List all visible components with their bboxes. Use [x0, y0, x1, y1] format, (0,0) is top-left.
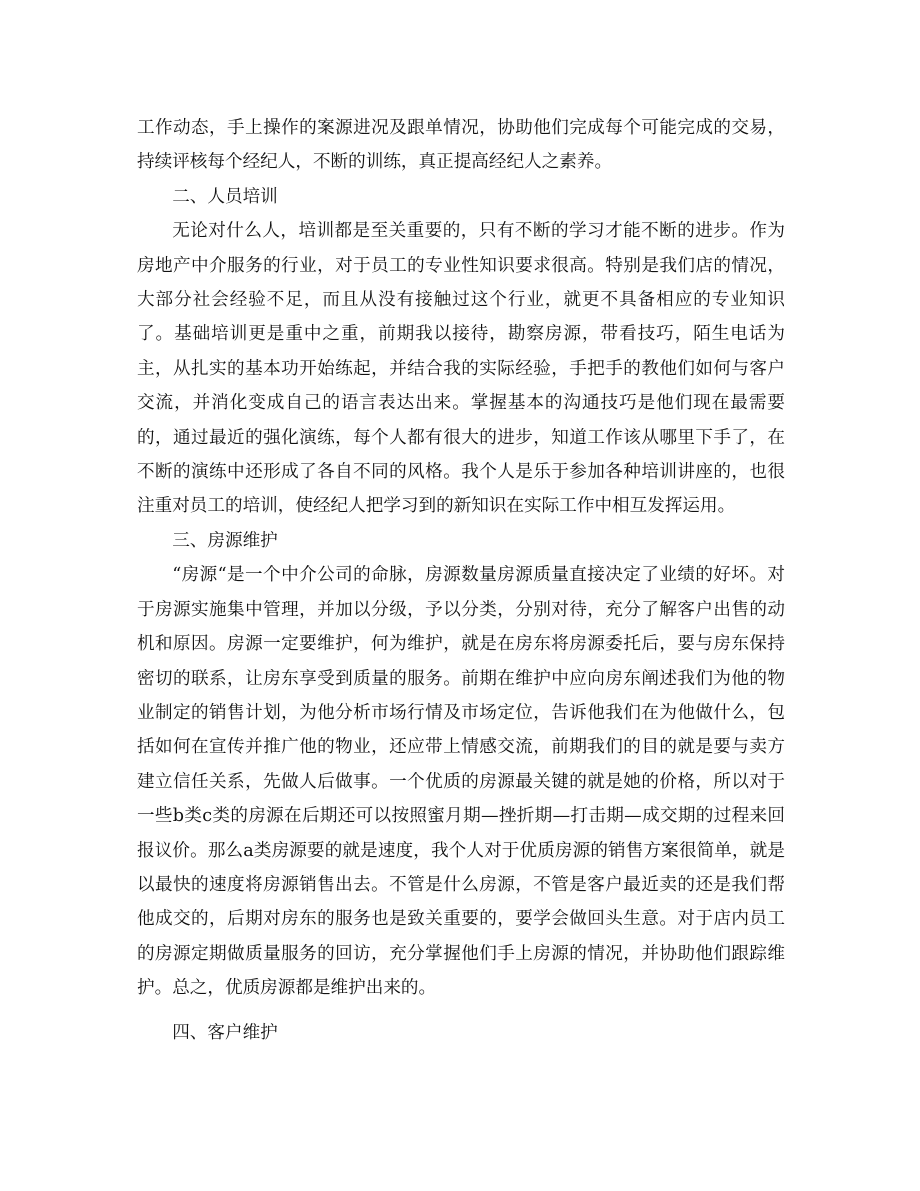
- section-body-listing-maintenance: “房源“是一个中介公司的命脉，房源数量房源质量直接决定了业绩的好坏。对于房源实施集中管理，并加以分级，予以分类，分别对待，充分了解客户出售的动机和原因。房源一定要维护，何为维护，就是在房东将房源委托后，要与房东保持密切的联系，让房东享受到质量的服务。前期在维护中应向房东阐述我们为他的物业制定的销售计划，为他分析市场行情及市场定位，告诉他我们在为他做什么，包括如何在宣传并推广他的物业，还应带上情感交流，前期我们的目的就是要与卖方建立信任关系，先做人后做事。一个优质的房源最关键的就是她的价格，所以对于一些b类c类的房源在后期还可以按照蜜月期—挫折期—打击期—成交期的过程来回报议价。那么a类房源要的就是速度，我个人对于优质房源的销售方案很简单，就是以最快的速度将房源销售出去。不管是什么房源，不管是客户最近卖的还是我们帮他成交的，后期对房东的服务也是致关重要的，要学会做回头生意。对于店内员工的房源定期做质量服务的回访，充分掌握他们手上房源的情况，并协助他们跟踪维护。总之，优质房源都是维护出来的。: [137, 565, 785, 999]
- section-heading-staff-training: 二、人员培训: [172, 186, 278, 207]
- section-heading-client-maintenance: 四、客户维护: [172, 1022, 278, 1043]
- section-body-staff-training: 无论对什么人，培训都是至关重要的，只有不断的学习才能不断的进步。作为房地产中介服务的行业，对于员工的专业性知识要求很高。特别是我们店的情况，大部分社会经验不足，而且从没有接触过这个行业，就更不具备相应的专业知识了。基础培训更是重中之重，前期我以接待，勘察房源，带看技巧，陌生电话为主，从扎实的基本功开始练起，并结合我的实际经验，手把手的教他们如何与客户交流，并消化变成自己的语言表达出来。掌握基本的沟通技巧是他们现在最需要的，通过最近的强化演练，每个人都有很大的进步，知道工作该从哪里下手了，在不断的演练中还形成了各自不同的风格。我个人是乐于参加各种培训讲座的，也很注重对员工的培训，使经纪人把学习到的新知识在实际工作中相互发挥运用。: [137, 221, 785, 517]
- section-spacer: [137, 1006, 785, 1016]
- document-body: [137, 111, 785, 1050]
- section-heading-listing-maintenance: 三、房源维护: [172, 530, 278, 551]
- intro-paragraph: 工作动态，手上操作的案源进况及跟单情况，协助他们完成每个可能完成的交易，持续评核每个经纪人，不断的训练，真正提高经纪人之素养。: [137, 118, 785, 173]
